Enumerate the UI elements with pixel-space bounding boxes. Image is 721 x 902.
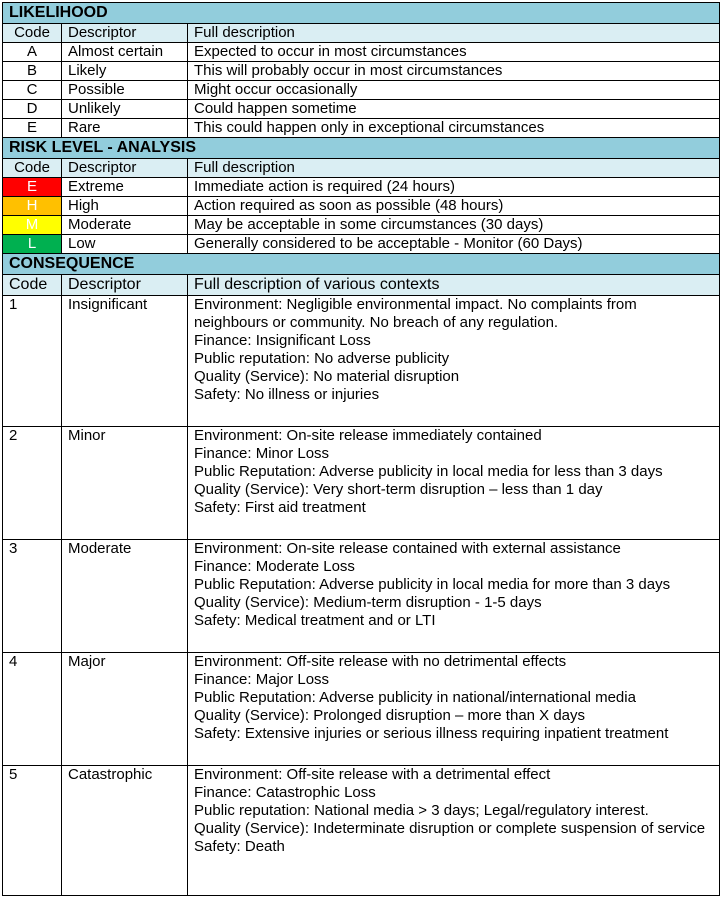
risk-section-header bbox=[3, 138, 720, 159]
risk-row-extreme bbox=[3, 178, 720, 197]
column-header-description: Full description bbox=[188, 24, 720, 43]
consequence-line-quality: Quality (Service): Indeterminate disruption or complete suspension of service bbox=[194, 820, 706, 837]
consequence-line-quality: Quality (Service): No material disruption bbox=[194, 368, 460, 385]
consequence-line-safety: Safety: Medical treatment and or LTI bbox=[194, 612, 436, 629]
consequence-line-reputation: Public reputation: National media > 3 days; Legal/regulatory interest. bbox=[194, 802, 649, 819]
consequence-row bbox=[3, 653, 720, 766]
column-header-descriptor: Descriptor bbox=[62, 275, 188, 296]
likelihood-descriptor: Possible bbox=[62, 81, 188, 100]
consequence-line-reputation: Public reputation: No adverse publicity bbox=[194, 350, 450, 367]
consequence-code: 3 bbox=[3, 540, 62, 653]
likelihood-description: Could happen sometime bbox=[188, 100, 720, 119]
risk-code-badge: L bbox=[3, 235, 62, 254]
likelihood-row bbox=[3, 100, 720, 119]
consequence-line-safety: Safety: Death bbox=[194, 838, 285, 855]
consequence-line-quality: Quality (Service): Prolonged disruption – more than X days bbox=[194, 707, 586, 724]
consequence-column-headers bbox=[3, 275, 720, 296]
consequence-line-environment: Environment: Negligible environmental impact. No complaints from neighbours or community. No breach of any regulation. bbox=[194, 296, 637, 331]
risk-description: Immediate action is required (24 hours) bbox=[188, 178, 720, 197]
likelihood-descriptor: Likely bbox=[62, 62, 188, 81]
column-header-code: Code bbox=[3, 24, 62, 43]
likelihood-section-header bbox=[3, 3, 720, 24]
risk-descriptor: Low bbox=[62, 235, 188, 254]
risk-descriptor: High bbox=[62, 197, 188, 216]
likelihood-row bbox=[3, 81, 720, 100]
consequence-description bbox=[188, 296, 720, 427]
column-header-code: Code bbox=[3, 275, 62, 296]
likelihood-column-headers bbox=[3, 24, 720, 43]
risk-code-badge: M bbox=[3, 216, 62, 235]
consequence-row bbox=[3, 296, 720, 427]
likelihood-description: This could happen only in exceptional circumstances bbox=[188, 119, 720, 138]
column-header-description: Full description bbox=[188, 159, 720, 178]
risk-row-moderate bbox=[3, 216, 720, 235]
consequence-line-finance: Finance: Insignificant Loss bbox=[194, 332, 371, 349]
likelihood-row bbox=[3, 62, 720, 81]
risk-row-high bbox=[3, 197, 720, 216]
consequence-row bbox=[3, 427, 720, 540]
consequence-code: 4 bbox=[3, 653, 62, 766]
consequence-line-reputation: Public Reputation: Adverse publicity in national/international media bbox=[194, 689, 636, 706]
likelihood-code: A bbox=[3, 43, 62, 62]
likelihood-description: This will probably occur in most circumstances bbox=[188, 62, 720, 81]
consequence-description bbox=[188, 427, 720, 540]
consequence-line-finance: Finance: Major Loss bbox=[194, 671, 330, 688]
risk-descriptor: Extreme bbox=[62, 178, 188, 197]
consequence-line-safety: Safety: Extensive injuries or serious illness requiring inpatient treatment bbox=[194, 725, 669, 742]
likelihood-description: Expected to occur in most circumstances bbox=[188, 43, 720, 62]
risk-descriptor: Moderate bbox=[62, 216, 188, 235]
consequence-description bbox=[188, 653, 720, 766]
risk-row-low bbox=[3, 235, 720, 254]
risk-matrix-table bbox=[2, 2, 720, 896]
consequence-code: 2 bbox=[3, 427, 62, 540]
column-header-code: Code bbox=[3, 159, 62, 178]
column-header-descriptor: Descriptor bbox=[62, 159, 188, 178]
likelihood-code: D bbox=[3, 100, 62, 119]
consequence-line-finance: Finance: Catastrophic Loss bbox=[194, 784, 376, 801]
consequence-line-finance: Finance: Moderate Loss bbox=[194, 558, 355, 575]
consequence-row bbox=[3, 540, 720, 653]
likelihood-descriptor: Almost certain bbox=[62, 43, 188, 62]
consequence-line-environment: Environment: On-site release contained with external assistance bbox=[194, 540, 621, 557]
consequence-code: 5 bbox=[3, 766, 62, 896]
likelihood-title: LIKELIHOOD bbox=[3, 3, 720, 24]
consequence-descriptor: Major bbox=[62, 653, 188, 766]
likelihood-description: Might occur occasionally bbox=[188, 81, 720, 100]
consequence-description bbox=[188, 540, 720, 653]
consequence-line-quality: Quality (Service): Medium-term disruption - 1-5 days bbox=[194, 594, 542, 611]
risk-description: Action required as soon as possible (48 hours) bbox=[188, 197, 720, 216]
risk-code-badge: E bbox=[3, 178, 62, 197]
risk-description: May be acceptable in some circumstances (30 days) bbox=[188, 216, 720, 235]
consequence-code: 1 bbox=[3, 296, 62, 427]
consequence-line-environment: Environment: On-site release immediately contained bbox=[194, 427, 542, 444]
likelihood-code: B bbox=[3, 62, 62, 81]
consequence-description bbox=[188, 766, 720, 896]
consequence-line-finance: Finance: Minor Loss bbox=[194, 445, 330, 462]
consequence-descriptor: Minor bbox=[62, 427, 188, 540]
likelihood-code: E bbox=[3, 119, 62, 138]
consequence-descriptor: Catastrophic bbox=[62, 766, 188, 896]
likelihood-row bbox=[3, 119, 720, 138]
column-header-description: Full description of various contexts bbox=[188, 275, 720, 296]
risk-column-headers bbox=[3, 159, 720, 178]
consequence-line-reputation: Public Reputation: Adverse publicity in local media for more than 3 days bbox=[194, 576, 671, 593]
consequence-descriptor: Moderate bbox=[62, 540, 188, 653]
risk-description: Generally considered to be acceptable - Monitor (60 Days) bbox=[188, 235, 720, 254]
consequence-line-environment: Environment: Off-site release with no detrimental effects bbox=[194, 653, 567, 670]
consequence-line-quality: Quality (Service): Very short-term disruption – less than 1 day bbox=[194, 481, 603, 498]
consequence-section-header bbox=[3, 254, 720, 275]
consequence-line-environment: Environment: Off-site release with a detrimental effect bbox=[194, 766, 551, 783]
likelihood-code: C bbox=[3, 81, 62, 100]
column-header-descriptor: Descriptor bbox=[62, 24, 188, 43]
risk-title: RISK LEVEL - ANALYSIS bbox=[3, 138, 720, 159]
consequence-row bbox=[3, 766, 720, 896]
risk-code-badge: H bbox=[3, 197, 62, 216]
likelihood-row bbox=[3, 43, 720, 62]
consequence-line-reputation: Public Reputation: Adverse publicity in local media for less than 3 days bbox=[194, 463, 663, 480]
consequence-title: CONSEQUENCE bbox=[3, 254, 720, 275]
consequence-line-safety: Safety: First aid treatment bbox=[194, 499, 366, 516]
likelihood-descriptor: Rare bbox=[62, 119, 188, 138]
likelihood-descriptor: Unlikely bbox=[62, 100, 188, 119]
consequence-line-safety: Safety: No illness or injuries bbox=[194, 386, 380, 403]
consequence-descriptor: Insignificant bbox=[62, 296, 188, 427]
